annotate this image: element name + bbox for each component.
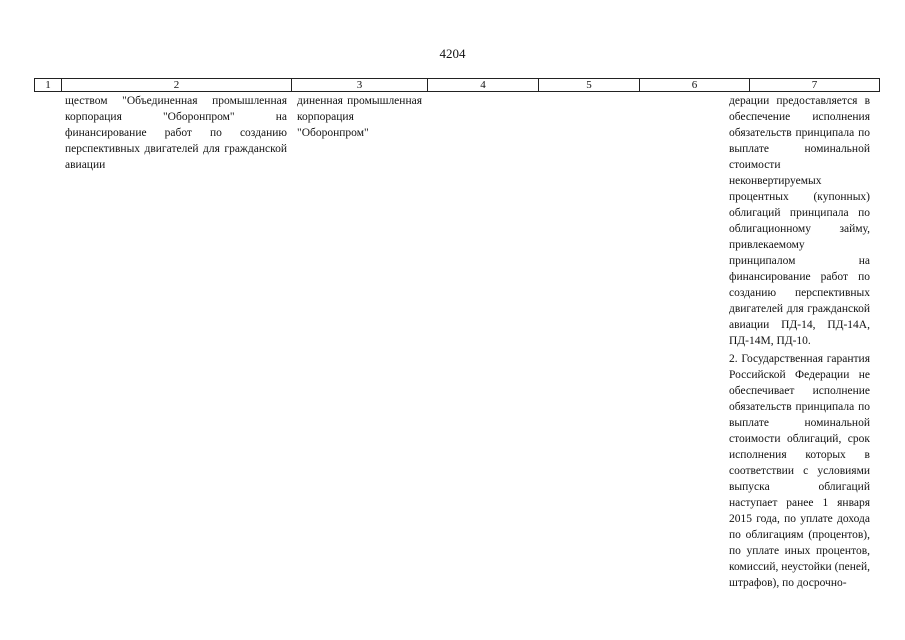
column-7-paragraph-1: дерации предоставляется в обеспечение исполнения обязательств принципала по выплате номинальной стоимости неконвертируемых процентных (купонных) облигаций принципала по облигационному займу, привлекаемому принципалом на финансирование работ по созданию перспективных двигателей для гражданской авиации ПД-14, ПД-14А, ПД-14М, ПД-10. <box>729 95 870 347</box>
header-col-6: 6 <box>640 79 750 91</box>
page-number: 4204 <box>439 46 466 61</box>
header-col-3: 3 <box>292 79 428 91</box>
header-col-2: 2 <box>62 79 292 91</box>
column-3-text: диненная промышленная корпорация "Оборонпром" <box>297 95 422 139</box>
header-col-7: 7 <box>811 79 818 91</box>
column-7-text <box>729 93 870 593</box>
column-2-text: ществом "Объединенная промышленная корпорация "Оборонпром" на финансирование работ по созданию перспективных двигателей для гражданской авиации <box>65 95 287 171</box>
column-7-paragraph-2: 2. Государственная гарантия Российской Федерации не обеспечивает исполнение обязательств принципала по выплате номинальной стоимости облигаций, срок исполнения которых в соответствии с условиями выпуска облигаций наступает ранее 1 января 2015 года, по уплате дохода по облигациям (процентов), по уплате иных процентов, комиссий, неустойки (пеней, штрафов), по досрочно- <box>729 353 870 589</box>
table-header-row <box>34 78 880 92</box>
header-col-4: 4 <box>428 79 539 91</box>
header-col-1: 1 <box>35 79 62 91</box>
header-col-5: 5 <box>539 79 640 91</box>
